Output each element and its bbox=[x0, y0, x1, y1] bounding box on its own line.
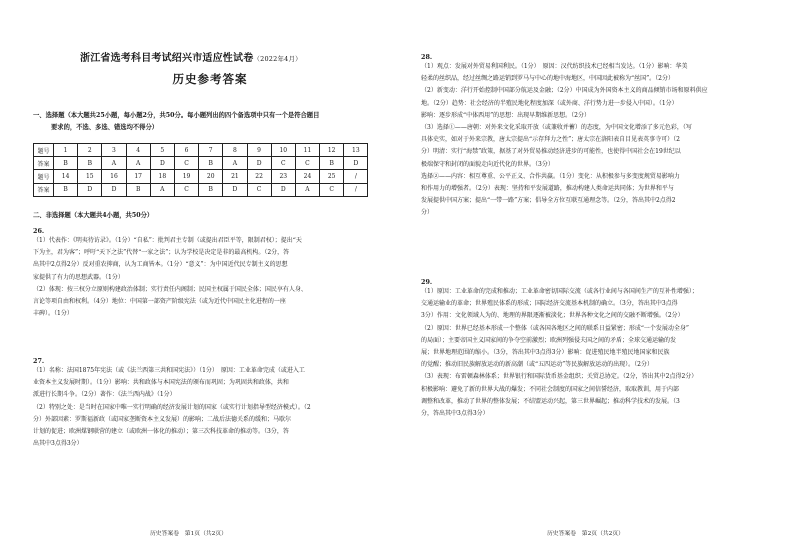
mc-cell: 13 bbox=[344, 144, 368, 157]
answer-line: （1）代表作：《明夷待访录》。（1分）“自私”：批判君主专制（或提出君臣平等，限制君权）；提出“天 bbox=[33, 237, 302, 244]
answer-line: 地。（2分）趋势：社会经济的半殖民地化程度加深（或外商、洋行势力进一步侵入中国）。（1分） bbox=[421, 99, 678, 107]
exam-title bbox=[80, 49, 380, 64]
answer-line: 调整和改革，推动了世界的整体发展；不结盟运动兴起，第三世界崛起；推动科学技术的发展。（3 bbox=[421, 397, 680, 405]
question-26-number: 26. bbox=[33, 227, 45, 235]
mc-cell: 18 bbox=[150, 170, 174, 183]
mc-cell: 5 bbox=[150, 144, 174, 157]
mc-cell: 1 bbox=[54, 144, 78, 157]
answer-line: 的局面）；主要帝国主义国家间的争夺空前激烈；欧洲列强侵夫国之间的矛盾；全球交通运输的发 bbox=[421, 336, 677, 344]
mc-cell: B bbox=[126, 183, 150, 196]
answer-line: 影响：逐步形成“中体西用”的思想：出现早期维新思想。（2分） bbox=[421, 111, 590, 119]
answer-line: 极端保守和封闭的面貌走向近代化的世界。（3分） bbox=[421, 160, 554, 168]
mc-cell: 14 bbox=[54, 170, 78, 183]
mc-cell: 7 bbox=[199, 144, 223, 157]
mc-cell: B bbox=[54, 157, 78, 170]
mc-cell: C bbox=[271, 157, 295, 170]
answer-line: （2）体现：按三权分立原则构建政治体制；实行责任内阁制；民国主权属于国民全体；国民享有人身、 bbox=[33, 285, 307, 293]
mc-row-label: 题号 bbox=[34, 144, 54, 157]
question-28 bbox=[421, 53, 771, 220]
answer-line: 积极影响：避免了新的世界大战的爆发；不同社会制度的国家之间信誓经济，取取教训，用于内部 bbox=[421, 385, 680, 393]
answer-line: 出其中2点得2分）反对重农抑商，认为工商皆本。（1分）“意义”：为中国近代民专制主义的思想 bbox=[33, 261, 288, 269]
question-26-answer bbox=[33, 235, 373, 320]
exam-subtitle: 历史参考答案 bbox=[172, 72, 248, 86]
mc-cell: 3 bbox=[102, 144, 126, 157]
answer-line: （1）原因：工业革命的完成和推动；工业革命密切国际交流（或各行业间与各国间生产的互补性增强）； bbox=[421, 288, 698, 295]
mc-cell: A bbox=[126, 157, 150, 170]
answer-line: （1）名称：法国1875年宪法（或《法兰西第三共和国宪法》）（1分） 原因：工业革命完成（或进入工 bbox=[33, 367, 305, 374]
answer-line: （1）观点：发展对外贸易利国利民。（1分） 原因：汉代纺织技术已经相当发达。（1分）影响：华美 bbox=[421, 63, 688, 70]
mc-cell: B bbox=[54, 183, 78, 196]
mc-cell: D bbox=[78, 183, 102, 196]
mc-cell: 22 bbox=[247, 170, 271, 183]
mc-cell: A bbox=[102, 157, 126, 170]
mc-cell: 11 bbox=[295, 144, 319, 157]
mc-answer-row bbox=[34, 183, 368, 196]
mc-cell: / bbox=[344, 170, 368, 183]
answer-line: 下为主，君为客”；呼吁“天下之法”代替“一家之法”；认为学校是决定是非的最高机构。（2分，答 bbox=[33, 249, 290, 257]
question-29-answer bbox=[421, 286, 771, 420]
mc-answer-row bbox=[34, 157, 368, 170]
page-footer-left: 历史答案卷 第1页（共2页） bbox=[150, 531, 227, 537]
mc-cell: 12 bbox=[320, 144, 344, 157]
mc-cell: 8 bbox=[223, 144, 247, 157]
section1-heading-line2: 要求的，不选、多选、错选均不得分） bbox=[51, 124, 159, 132]
question-27 bbox=[33, 357, 373, 450]
mc-cell: D bbox=[344, 157, 368, 170]
question-27-answer bbox=[33, 365, 373, 450]
mc-cell: C bbox=[320, 183, 344, 196]
mc-cell: D bbox=[271, 183, 295, 196]
answer-line: 轻柔的丝织品，经过丝绸之路运销到罗马与中心的地中海地区，中国因此被称为“丝国”。（2分） bbox=[421, 75, 674, 83]
mc-cell: C bbox=[247, 183, 271, 196]
answer-line: 发展提供中国方案；提出“一带一路”方案；倡导全方位互联互通理念等。（2分，答出其中2点得2 bbox=[421, 197, 676, 205]
answer-line: （3）选择①——唐朝：对外来文化采取开放（或兼收并蓄）的态度，为中国文化增添了多元色彩，（写 bbox=[421, 124, 692, 132]
page-footer-right: 历史答案卷 第2页（共2页） bbox=[547, 531, 624, 537]
mc-row-label: 答案 bbox=[34, 157, 54, 170]
mc-cell: 24 bbox=[295, 170, 319, 183]
mc-cell: 23 bbox=[271, 170, 295, 183]
answer-line: 分，答出其中3点得3分） bbox=[421, 410, 489, 418]
answer-line: 计划的促进；欧洲煤钢联营的建立（或欧洲一体化的推动）；第三次科技革命的推动等。（3分，答 bbox=[33, 428, 289, 436]
mc-cell: D bbox=[247, 157, 271, 170]
answer-line: （2）特别之处：是当时在国家中唯一实行明确的经济发展计划的国家（或实行计划指导型经济模式）。（2 bbox=[33, 403, 311, 411]
mc-row-label: 题号 bbox=[34, 170, 54, 183]
mc-cell: 17 bbox=[126, 170, 150, 183]
mc-cell: C bbox=[174, 183, 198, 196]
answer-line: （2）原因：世界已经基本形成一个整体（或各国各地区之间的联系日益紧密；形成“一个发展动全身” bbox=[421, 324, 689, 332]
question-28-number: 28. bbox=[421, 53, 433, 61]
question-27-number: 27. bbox=[33, 357, 45, 365]
answer-line: 选择②——内容：相互尊重、公平正义、合作共赢。（1分）变化：从积极参与多变度规贸易影响力 bbox=[421, 172, 680, 180]
answer-line: 展；世界地理范围的缩小。（3分，答出其中3点得3分）影响：促进殖民地半殖民地国家和民族 bbox=[421, 349, 670, 357]
section2-heading: 二、非选择题（本大题共4小题，共50分） bbox=[33, 212, 154, 219]
mc-cell: 10 bbox=[271, 144, 295, 157]
mc-cell: B bbox=[78, 157, 102, 170]
mc-cell: B bbox=[199, 183, 223, 196]
mc-cell: 4 bbox=[126, 144, 150, 157]
answer-line: 分） bbox=[421, 209, 434, 217]
mc-cell: D bbox=[150, 157, 174, 170]
mc-cell: 25 bbox=[320, 170, 344, 183]
mc-cell: 19 bbox=[174, 170, 198, 183]
mc-cell: A bbox=[223, 157, 247, 170]
answer-line: 的觉醒；推动旧民族解放运动的新高潮（或“五四运动”等民族解放运动的出现）。（2分） bbox=[421, 361, 653, 369]
answer-line: 分）明清：实行“海禁”政策，据基了对外贸易推动经济进步的可能性，也使得中国社会在19世纪以 bbox=[421, 148, 681, 156]
mc-number-row bbox=[34, 170, 368, 183]
answer-line: 家提供了有力的思想武器。（1分） bbox=[33, 273, 124, 281]
answer-line: 派进行长期斗争。（2分）著作：《法兰西内战》（1分） bbox=[33, 391, 176, 399]
answer-line: 言论等项自由和权利。（4分）地位：中国第一部资产阶级宪法（或为近代中国民主化进程的一座 bbox=[33, 298, 286, 306]
answer-line: 分）外部因素：罗斯福新政（或国家垄断资本主义发展）的影响；二战后法德关系的缓和；马歇尔 bbox=[33, 415, 292, 423]
mc-cell: D bbox=[102, 183, 126, 196]
mc-cell: A bbox=[295, 183, 319, 196]
answer-line: 交通运输业的革命；世界殖民体系的形成；国际经济交流基本机制的确立。（3分，答出其中3点得 bbox=[421, 300, 678, 308]
answer-line: （2）新变动：洋行开始控制中国部分航运及金融；（2分）中国成为外国资本主义的商品倾销市场和原料供应 bbox=[421, 87, 708, 95]
multiple-choice-answer-table bbox=[33, 143, 368, 197]
mc-cell: 2 bbox=[78, 144, 102, 157]
question-28-answer bbox=[421, 61, 771, 220]
exam-title-text: 浙江省选考科目考试绍兴市适应性试卷 bbox=[80, 53, 254, 64]
mc-row-label: 答案 bbox=[34, 183, 54, 196]
mc-cell: 21 bbox=[223, 170, 247, 183]
answer-line: 出其中3点得3分） bbox=[33, 440, 83, 448]
mc-cell: B bbox=[199, 157, 223, 170]
mc-cell: A bbox=[150, 183, 174, 196]
answer-line: 具体史实，如对于外来宗教，唐太宗提出“示存拜力之性”；唐太宗在洛阳表自目见表英事寺可）（2 bbox=[421, 136, 680, 144]
mc-cell: 16 bbox=[102, 170, 126, 183]
section1-heading bbox=[33, 110, 383, 134]
mc-cell: / bbox=[344, 183, 368, 196]
answer-line: 3分）作用：文化领域人为的、地理的界限逐渐被淡化；世界各种文化之间的交融不断增强。（2分） bbox=[421, 312, 684, 320]
answer-line: 业资本主义发展时期）。（1分）影响：共和政体与本国宪法的颁布而巩固；为巩固共和政体，共和 bbox=[33, 379, 289, 387]
mc-cell: C bbox=[174, 157, 198, 170]
answer-line: （3）表现：布雷顿森林体系；世界银行和国际货币基金组织；关贸总协定。（2分，答出其中2点得2分） bbox=[421, 373, 698, 381]
answer-page-right bbox=[397, 0, 794, 550]
question-29 bbox=[421, 278, 771, 420]
mc-cell: D bbox=[223, 183, 247, 196]
answer-line: 丰碑）。（1分） bbox=[33, 310, 73, 318]
mc-cell: 9 bbox=[247, 144, 271, 157]
mc-cell: B bbox=[320, 157, 344, 170]
mc-cell: 15 bbox=[78, 170, 102, 183]
question-29-number: 29. bbox=[421, 278, 433, 286]
mc-cell: C bbox=[295, 157, 319, 170]
answer-line: 和作用力的增强者。（2分）表现：坚持和平发展道路，推动构建人类命运共同体；为世界和平与 bbox=[421, 185, 674, 193]
mc-number-row bbox=[34, 144, 368, 157]
exam-date: （2022年4月） bbox=[253, 55, 302, 63]
question-26 bbox=[33, 227, 373, 320]
section1-heading-line1: 一、选择题（本大题共25小题，每小题2分，共50分。每小题列出的四个备选项中只有一个是符合题目 bbox=[33, 112, 320, 119]
mc-cell: 6 bbox=[174, 144, 198, 157]
mc-cell: 20 bbox=[199, 170, 223, 183]
